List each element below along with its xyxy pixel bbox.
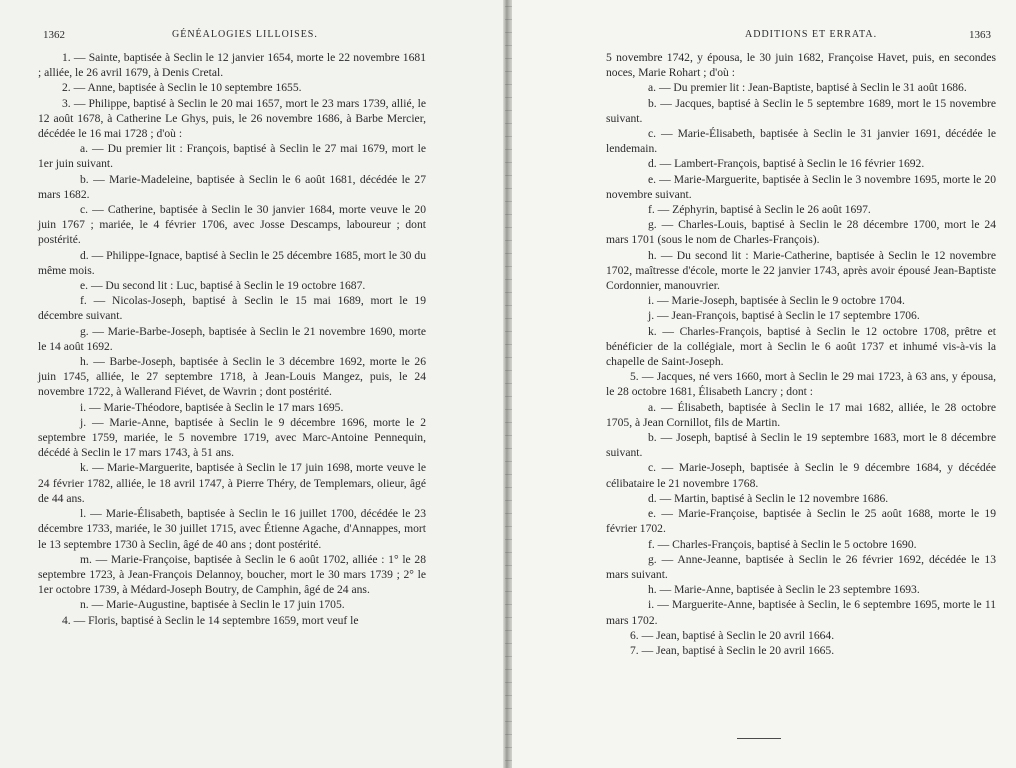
entry-paragraph: b. — Jacques, baptisé à Seclin le 5 septembre 1689, mort le 15 novembre suivant. <box>606 96 996 125</box>
entry-paragraph: e. — Marie-Marguerite, baptisée à Seclin le 3 novembre 1695, morte le 20 novembre suivant. <box>606 172 996 201</box>
entry-paragraph: 6. — Jean, baptisé à Seclin le 20 avril 1664. <box>630 628 835 642</box>
entry-paragraph: d. — Martin, baptisé à Seclin le 12 novembre 1686. <box>648 491 889 505</box>
entry-paragraph: e. — Du second lit : Luc, baptisé à Seclin le 19 octobre 1687. <box>80 279 366 293</box>
entry-paragraph: b. — Joseph, baptisé à Seclin le 19 septembre 1683, mort le 8 décembre suivant. <box>606 431 996 460</box>
page-number: 1362 <box>43 29 65 41</box>
entry-paragraph: j. — Jean-François, baptisé à Seclin le 17 septembre 1706. <box>648 309 920 323</box>
entry-paragraph: 5. — Jacques, né vers 1660, mort à Seclin le 29 mai 1723, à 63 ans, y épousa, le 28 octobre 1681, Élisabeth Lancry ; dont : <box>606 370 996 399</box>
left-page-text <box>38 50 426 628</box>
entry-paragraph: a. — Élisabeth, baptisée à Seclin le 17 mai 1682, alliée, le 28 octobre 1705, à Jean Cornillot, fils de Martin. <box>606 400 996 429</box>
entry-paragraph: k. — Charles-François, baptisé à Seclin le 12 octobre 1708, prêtre et bénéficier de la collégiale, mort à Seclin le 6 août 1737 et inhumé vis-à-vis la chapelle de Saint-Joseph. <box>606 324 996 369</box>
entry-paragraph: m. — Marie-Françoise, baptisée à Seclin le 6 août 1702, alliée : 1° le 28 septembre 1723, à Jean-François Delannoy, boucher, mort le 30 mars 1739 ; 2° le 1er octobre 1739, à Médard-Joseph Boutry, de Camphin, âgé de 24 ans. <box>38 552 426 597</box>
entry-paragraph: f. — Zéphyrin, baptisé à Seclin le 26 août 1697. <box>648 203 871 217</box>
entry-paragraph: 1. — Sainte, baptisée à Seclin le 12 janvier 1654, morte le 22 novembre 1681 ; alliée, le 26 avril 1679, à Denis Cretal. <box>38 51 426 80</box>
entry-paragraph: h. — Du second lit : Marie-Catherine, baptisée à Seclin le 12 novembre 1702, maîtresse d'école, morte le 22 janvier 1743, après avoir épousé Jean-Baptiste Cordonnier, manouvrier. <box>606 248 996 293</box>
entry-paragraph: i. — Marguerite-Anne, baptisée à Seclin, le 6 septembre 1695, morte le 11 mars 1702. <box>606 598 996 627</box>
page-number: 1363 <box>969 29 991 41</box>
entry-paragraph: a. — Du premier lit : Jean-Baptiste, baptisé à Seclin le 31 août 1686. <box>648 81 967 95</box>
entry-paragraph: f. — Charles-François, baptisé à Seclin le 5 octobre 1690. <box>648 537 917 551</box>
entry-paragraph: h. — Marie-Anne, baptisée à Seclin le 23 septembre 1693. <box>648 583 920 597</box>
entry-paragraph: i. — Marie-Joseph, baptisée à Seclin le 9 octobre 1704. <box>648 294 905 308</box>
entry-paragraph: 3. — Philippe, baptisé à Seclin le 20 mai 1657, mort le 23 mars 1739, allié, le 12 août 1678, à Catherine Le Ghys, puis, le 26 novembre 1686, à Barbe Mercier, décédée le 16 mai 1728 ; d'où : <box>38 96 426 141</box>
left-page-header <box>0 29 505 45</box>
entry-paragraph: a. — Du premier lit : François, baptisé à Seclin le 27 mai 1679, mort le 1er juin suivant. <box>38 142 426 171</box>
entry-paragraph: 4. — Floris, baptisé à Seclin le 14 septembre 1659, mort veuf le <box>62 613 359 627</box>
entry-paragraph: 5 novembre 1742, y épousa, le 30 juin 1682, Françoise Havet, puis, en secondes noces, Marie Rohart ; d'où : <box>606 51 996 80</box>
entry-paragraph: c. — Marie-Élisabeth, baptisée à Seclin le 31 janvier 1691, décédée le lendemain. <box>606 127 996 156</box>
entry-paragraph: f. — Nicolas-Joseph, baptisé à Seclin le 15 mai 1689, mort le 19 décembre suivant. <box>38 294 426 323</box>
entry-paragraph: g. — Marie-Barbe-Joseph, baptisée à Seclin le 21 novembre 1690, morte le 14 août 1692. <box>38 324 426 353</box>
right-page-header <box>512 29 1016 45</box>
end-rule <box>737 738 781 739</box>
entry-paragraph: 7. — Jean, baptisé à Seclin le 20 avril 1665. <box>630 643 835 657</box>
entry-paragraph: d. — Philippe-Ignace, baptisé à Seclin le 25 décembre 1685, mort le 30 du même mois. <box>38 248 426 277</box>
right-page <box>512 0 1016 768</box>
right-page-text <box>606 50 996 658</box>
entry-paragraph: e. — Marie-Françoise, baptisée à Seclin le 25 août 1688, morte le 19 février 1702. <box>606 507 996 536</box>
entry-paragraph: n. — Marie-Augustine, baptisée à Seclin le 17 juin 1705. <box>80 598 345 612</box>
running-title: ADDITIONS ET ERRATA. <box>745 29 878 40</box>
entry-paragraph: g. — Anne-Jeanne, baptisée à Seclin le 26 février 1692, décédée le 13 mars suivant. <box>606 552 996 581</box>
entry-paragraph: c. — Catherine, baptisée à Seclin le 30 janvier 1684, morte veuve le 20 juin 1767 ; mariée, le 4 février 1706, avec Josse Descamps, laboureur ; dont postérité. <box>38 203 426 247</box>
entry-paragraph: g. — Charles-Louis, baptisé à Seclin le 28 décembre 1700, mort le 24 mars 1701 (sous le nom de Charles-François). <box>606 218 996 247</box>
entry-paragraph: 2. — Anne, baptisée à Seclin le 10 septembre 1655. <box>62 81 302 95</box>
entry-paragraph: k. — Marie-Marguerite, baptisée à Seclin le 17 juin 1698, morte veuve le 24 février 1782, alliée, le 18 avril 1747, à Pierre Théry, de Templemars, olieur, âgé de 44 ans. <box>38 461 426 505</box>
entry-paragraph: c. — Marie-Joseph, baptisée à Seclin le 9 décembre 1684, y décédée célibataire le 21 novembre 1768. <box>606 461 996 490</box>
entry-paragraph: l. — Marie-Élisabeth, baptisée à Seclin le 16 juillet 1700, décédée le 23 décembre 1733, mariée, le 30 juillet 1715, avec Étienne Agache, d'Annappes, mort le 13 septembre 1730 à Seclin, âgé de 40 ans ; dont postérité. <box>38 507 426 551</box>
entry-paragraph: j. — Marie-Anne, baptisée à Seclin le 9 décembre 1696, morte le 2 septembre 1759, mariée, le 5 novembre 1719, avec Marc-Antoine Pennequin, décédé à Seclin le 17 mars 1743, à 51 ans. <box>38 415 426 460</box>
entry-paragraph: d. — Lambert-François, baptisé à Seclin le 16 février 1692. <box>648 157 925 171</box>
entry-paragraph: i. — Marie-Théodore, baptisée à Seclin le 17 mars 1695. <box>80 400 344 414</box>
entry-paragraph: h. — Barbe-Joseph, baptisée à Seclin le 3 décembre 1692, morte le 26 juin 1745, alliée, le 27 septembre 1718, à Jean-Louis Mangez, puis, le 24 novembre 1722, à Wallerand Fiévet, de Wavrin ; dont postérité. <box>38 355 426 399</box>
running-title: GÉNÉALOGIES LILLOISES. <box>172 29 318 40</box>
left-page <box>0 0 505 768</box>
entry-paragraph: b. — Marie-Madeleine, baptisée à Seclin le 6 août 1681, décédée le 27 mars 1682. <box>38 172 426 201</box>
